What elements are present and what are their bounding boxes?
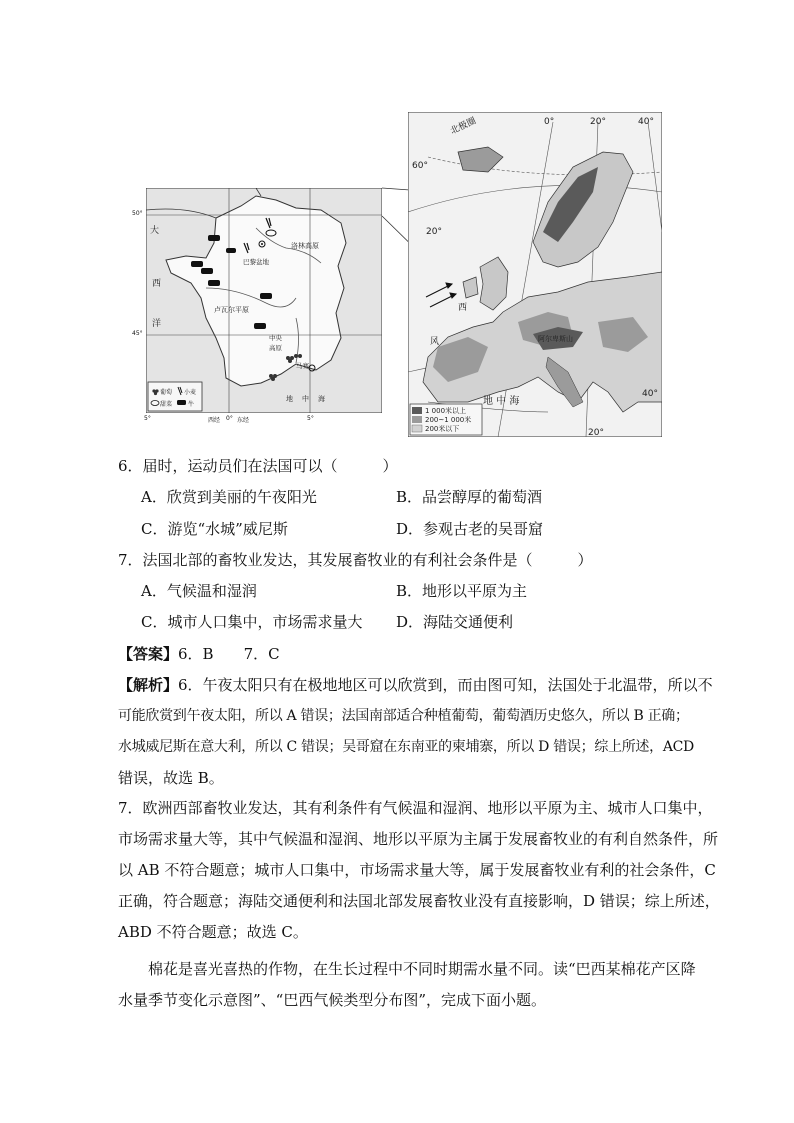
q6-option-a: A．欣赏到美丽的午夜阳光 xyxy=(141,488,317,506)
analysis-line-3: 水城威尼斯在意大利，所以 C 错误；吴哥窟在东南亚的柬埔寨，所以 D 错误；综上所述，ACD xyxy=(118,739,694,755)
label-lat-40: 40° xyxy=(642,389,658,399)
label-paris-basin: 巴黎盆地 xyxy=(243,258,269,266)
q7-option-a: A．气候温和湿润 xyxy=(141,582,257,600)
legend-swatch-mid xyxy=(412,416,422,423)
ocean-da: 大 xyxy=(150,226,160,236)
intro-line-1: 棉花是喜光喜热的作物，在生长过程中不同时期需水量不同。读“巴西某棉花产区降 xyxy=(148,960,696,978)
legend-swatch-high xyxy=(412,407,422,414)
q7-option-d: D．海陆交通便利 xyxy=(396,613,514,631)
label-lon-20: 20° xyxy=(590,117,606,127)
q6-option-b: B．品尝醇厚的葡萄酒 xyxy=(396,488,543,506)
label-central-2: 高原 xyxy=(269,344,282,352)
lon-east: 东经 xyxy=(237,417,250,424)
answer-label: 【答案】 xyxy=(118,645,179,663)
analysis-line-4: 错误，故选 B。 xyxy=(118,769,224,787)
analysis-line-9: ABD 不符合题意；故选 C。 xyxy=(118,923,308,941)
analysis-line-6: 市场需求量大等，其中气候温和湿润、地形以平原为主属于发展畜牧业的有利自然条件，所 xyxy=(118,830,719,848)
answer-line xyxy=(118,644,280,664)
q7-option-b: B．地形以平原为主 xyxy=(396,582,528,600)
label-alps: 阿尔卑斯山 xyxy=(538,335,573,343)
label-lon-20w: 20° xyxy=(426,227,442,237)
label-loire: 卢瓦尔平原 xyxy=(214,306,249,314)
lat-45: 45° xyxy=(132,330,143,337)
q7-stem: 7．法国北部的畜牧业发达，其发展畜牧业的有利社会条件是（ ） xyxy=(118,551,593,569)
q7-option-c: C．城市人口集中，市场需求量大 xyxy=(141,613,363,631)
europe-map xyxy=(408,112,662,437)
label-lat-60: 60° xyxy=(412,161,428,171)
ocean-xi: 西 xyxy=(152,279,162,289)
legend-swatch-low xyxy=(412,425,422,432)
lat-50: 50° xyxy=(132,210,143,217)
europe-map-svg xyxy=(408,112,662,437)
label-lorraine: 洛林高原 xyxy=(291,242,319,250)
analysis-line-8: 正确，符合题意；海陆交通便利和法国北部发展畜牧业没有直接影响，D 错误；综上所述， xyxy=(118,892,720,910)
q6-option-c: C．游览“水城”威尼斯 xyxy=(141,520,288,538)
label-med-1: 地 xyxy=(286,395,293,403)
label-arctic-circle: 北极圈 xyxy=(449,116,478,137)
intro-line-2: 水量季节变化示意图”、“巴西气候类型分布图”，完成下面小题。 xyxy=(118,991,547,1009)
connector-lines xyxy=(0,0,794,460)
legend-grape-label: 葡萄 xyxy=(160,389,173,396)
lon-0: 0° xyxy=(226,415,233,422)
analysis-text-0: 6．午夜太阳只有在极地地区可以欣赏到，而由图可知，法国处于北温带，所以不 xyxy=(178,676,713,694)
analysis-line-7: 以 AB 不符合题意；城市人口集中，市场需求量大等，属于发展畜牧业有利的社会条件，C xyxy=(118,861,716,879)
legend-wheat-label: 小麦 xyxy=(184,389,197,396)
lon-5w: 5° xyxy=(144,415,151,422)
legend-label-mid: 200~1 000米 xyxy=(425,416,472,424)
label-marseille: 马赛 xyxy=(296,362,309,370)
ocean-yang: 洋 xyxy=(152,319,162,329)
label-mediterranean: 地 中 海 xyxy=(483,396,520,407)
legend-cattle-label: 牛 xyxy=(188,401,195,408)
q6-option-d: D．参观古老的吴哥窟 xyxy=(396,520,544,538)
label-med-2: 中 xyxy=(302,395,309,403)
analysis-line-2: 可能欣赏到午夜太阳，所以 A 错误；法国南部适合种植葡萄，葡萄酒历史悠久，所以 B 正确； xyxy=(118,708,689,724)
label-wind-xi: 西 xyxy=(458,303,468,313)
legend-label-high: 1 000米以上 xyxy=(425,407,467,415)
analysis-line-1 xyxy=(118,675,713,695)
lon-5e: 5° xyxy=(307,415,314,422)
label-lon-40: 40° xyxy=(638,117,654,127)
label-lon-20-bottom: 20° xyxy=(588,428,604,437)
label-lon-0: 0° xyxy=(544,117,555,127)
label-med-3: 海 xyxy=(318,395,325,403)
analysis-label: 【解析】 xyxy=(118,676,179,694)
legend-label-low: 200米以下 xyxy=(425,425,460,433)
answer-text: 6．B 7．C xyxy=(178,645,280,663)
q6-stem: 6．届时，运动员们在法国可以（ ） xyxy=(118,457,398,475)
label-wind-feng: 风 xyxy=(430,337,440,347)
lon-west: 西经 xyxy=(208,417,221,424)
label-central-1: 中央 xyxy=(269,334,282,342)
legend-beet-label: 甜菜 xyxy=(160,401,173,408)
analysis-line-5: 7．欧洲西部畜牧业发达，其有利条件有气候温和湿润、地形以平原为主、城市人口集中， xyxy=(118,799,713,817)
